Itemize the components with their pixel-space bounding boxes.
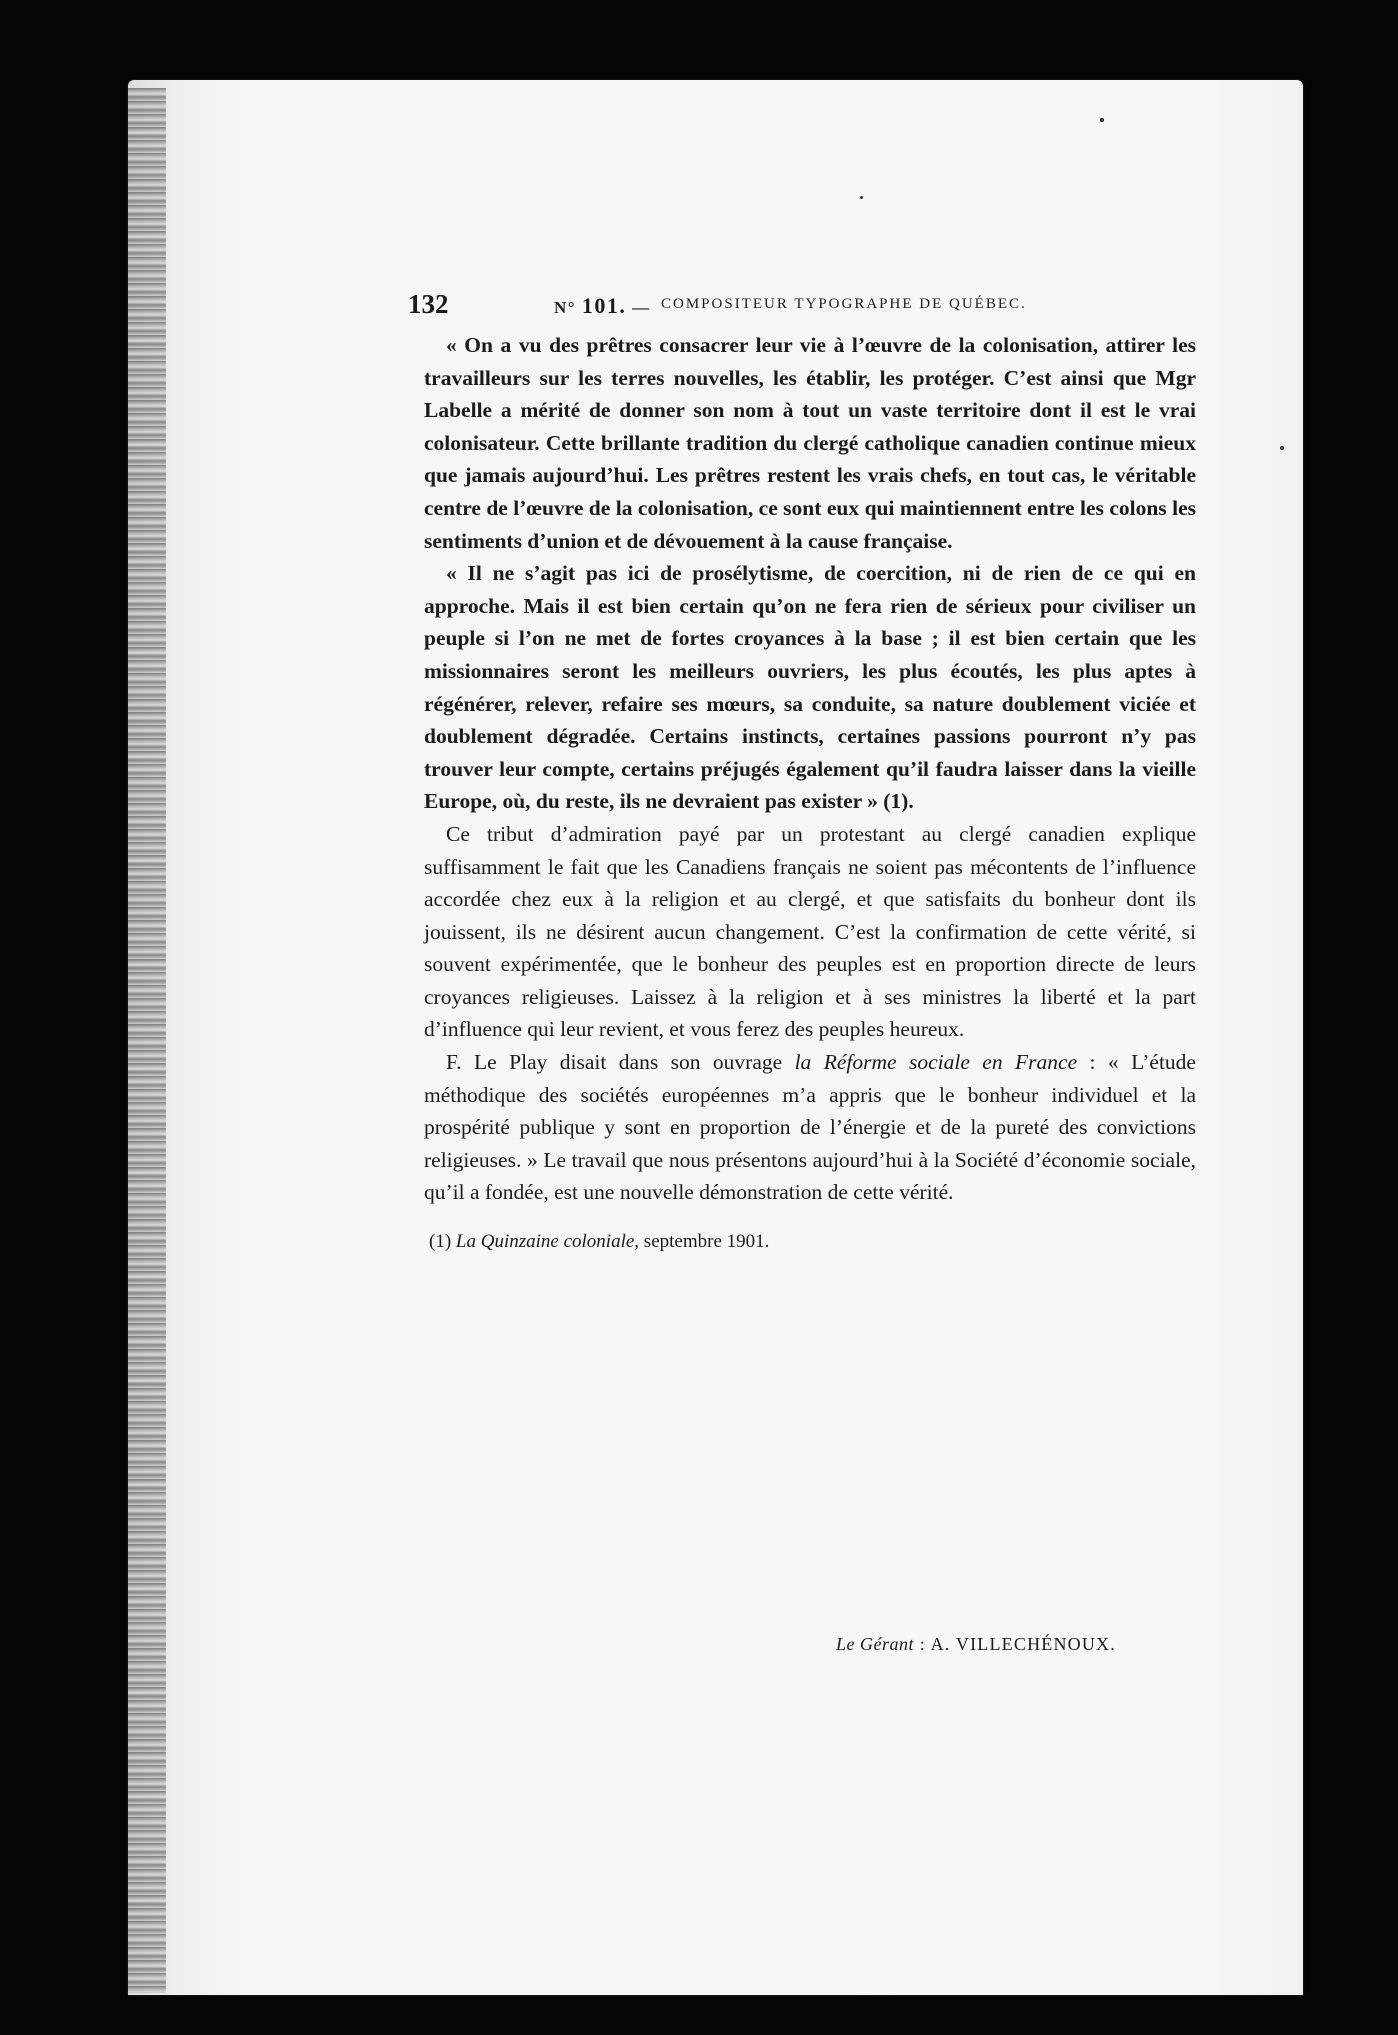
- scan-speck: [1100, 118, 1104, 122]
- signature-line: [836, 1634, 1116, 1655]
- issue-number: [554, 293, 651, 319]
- page-content: [408, 289, 1196, 1253]
- book-title: la Réforme sociale en France: [794, 1050, 1078, 1075]
- issue-prefix: N°: [554, 298, 577, 317]
- paragraph-le-play-lead: F. Le Play disait dans son ouvrage: [446, 1050, 795, 1075]
- page-binding-edge: [128, 88, 166, 1993]
- signature-separator: :: [914, 1634, 931, 1654]
- scan-speck: [860, 196, 863, 199]
- footnote: [424, 1231, 1196, 1253]
- footnote-source: La Quinzaine coloniale: [455, 1231, 635, 1253]
- paragraph-quote-1: « On a vu des prêtres consacrer leur vie à l’œuvre de la colonisation, attirer les travailleurs sur les terres nouvelles, les établir, les protéger. C’est ainsi que Mgr Labelle a mérité de donner son nom à tout un vaste territoire dont il est le vrai colonisateur. Cette brillante tradition du clergé catholique canadien continue mieux que jamais aujourd’hui. Les prêtres restent les vrais chefs, en tout cas, le véritable centre de l’œuvre de la colonisation, ce sont eux qui maintiennent entre les colons les sentiments d’union et de dévouement à la cause française.: [424, 333, 1196, 553]
- issue-value: 101.: [581, 293, 627, 318]
- paragraph-le-play: [424, 1046, 1196, 1209]
- body-text: [424, 329, 1196, 1209]
- header-separator: —: [632, 298, 651, 317]
- footnote-marker: (1): [429, 1231, 452, 1253]
- paragraph-commentary: Ce tribut d’admiration payé par un protestant au clergé canadien explique suffisamment le fait que les Canadiens français ne soient pas mécontents de l’influence accordée chez eux à la religion et au clergé, et que satisfaits du bonheur dont ils jouissent, ils ne désirent aucun changement. C’est la confirmation de cette vérité, si souvent expérimentée, que le bonheur des peuples est en proportion directe de leurs croyances religieuses. Laissez à la religion et à ses ministres la liberté et la part d’influence qui leur revient, et vous ferez des peuples heureux.: [424, 821, 1196, 1042]
- page-number: 132: [408, 289, 449, 319]
- paragraph-le-play-rest: : « L’étude méthodique des sociétés européennes m’a appris que le bonheur individuel et la prospérité publique y sont en proportion de l’énergie et de la pureté des convictions religieuses. » Le travail que nous présentons aujourd’hui à la Société d’économie sociale, qu’il a fondée, est une nouvelle démonstration de cette vérité.: [424, 1050, 1196, 1205]
- footnote-date: , septembre 1901.: [634, 1231, 770, 1253]
- running-head-title: COMPOSITEUR TYPOGRAPHE DE QUÉBEC.: [661, 296, 1027, 312]
- paragraph-quote-2: « Il ne s’agit pas ici de prosélytisme, de coercition, ni de rien de ce qui en approche. Mais il est bien certain qu’on ne fera rien de sérieux pour civiliser un peuple si l’on ne met de fortes croyances à la base ; il est bien certain que les missionnaires seront les meilleurs ouvriers, les plus écoutés, les plus aptes à régénérer, relever, refaire ses mœurs, sa conduite, sa nature doublement viciée et doublement dégradée. Certains instincts, certaines passions pourront n’y pas trouver leur compte, certains préjugés également qu’il faudra laisser dans la vieille Europe, où, du reste, ils ne devraient pas exister » (1).: [424, 561, 1196, 814]
- scan-speck: [1280, 446, 1284, 450]
- running-head: [408, 289, 1196, 329]
- signature-label: Le Gérant: [836, 1634, 914, 1654]
- signature-name: A. VILLECHÉNOUX.: [930, 1634, 1116, 1654]
